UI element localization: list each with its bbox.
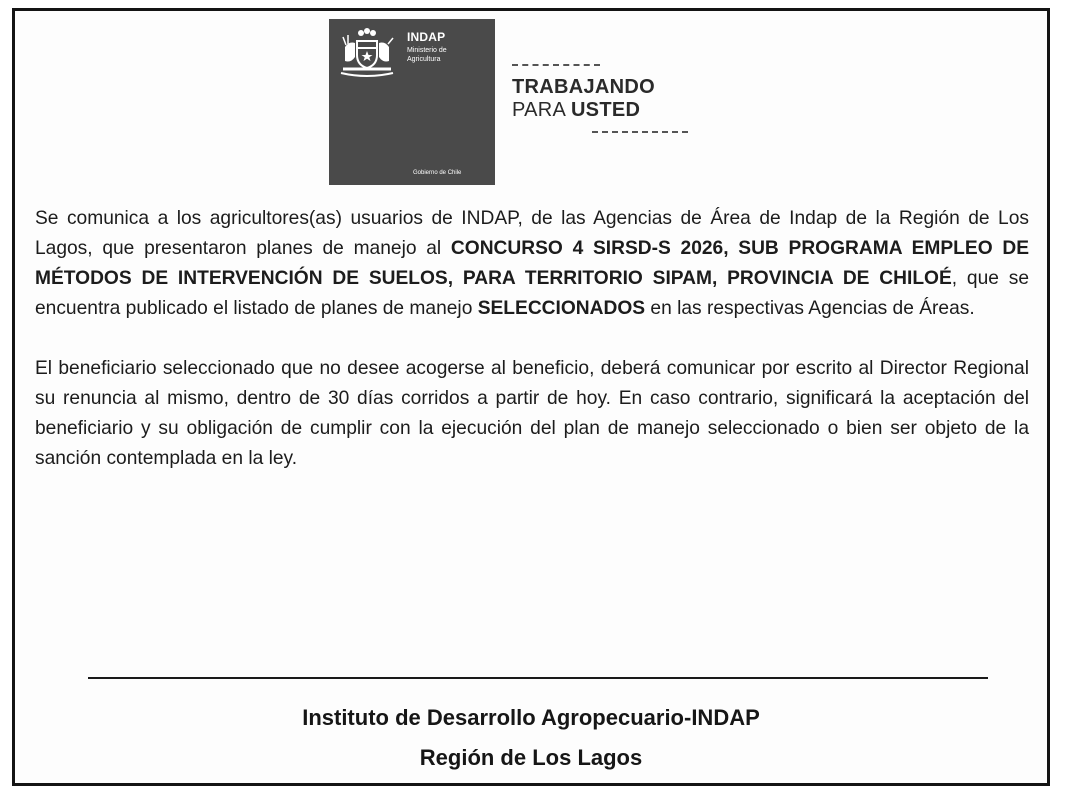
slogan-line-2 (512, 99, 688, 122)
government-label: Gobierno de Chile (413, 170, 462, 176)
slogan-line-1: TRABAJANDO (512, 76, 655, 98)
slogan-emphasis: USTED (570, 99, 641, 121)
indap-logo (329, 19, 495, 185)
notice-body (35, 204, 1029, 474)
slogan-prefix: PARA (512, 99, 571, 121)
ministry-name: Ministerio de Agricultura (407, 47, 447, 63)
agency-name: INDAP (407, 30, 446, 44)
footer-institution: Instituto de Desarrollo Agropecuario-INDAP (302, 705, 760, 730)
chile-coat-of-arms-icon (337, 25, 397, 79)
divider (88, 677, 988, 679)
slogan (512, 64, 688, 133)
announcement-text-2: , que se encuentra publicado el listado de planes de manejo (35, 268, 1029, 319)
contest-name: CONCURSO 4 SIRSD-S 2026, SUB PROGRAMA EMPLEO DE MÉTODOS DE INTERVENCIÓN DE SUELOS, PARA TERRITORIO SIPAM, PROVINCIA DE CHILOÉ (35, 238, 1030, 289)
selected-label: SELECCIONADOS (477, 298, 646, 319)
announcement-text-1: Se comunica a los agricultores(as) usuarios de INDAP, de las Agencias de Área de Indap de la Región de Los Lagos, que presentaron planes de manejo al (35, 208, 1029, 259)
paragraph-announcement (35, 204, 1029, 324)
slogan-dash-bottom (592, 131, 688, 133)
paragraph-conditions: El beneficiario seleccionado que no desee acogerse al beneficio, deberá comunicar por escrito al Director Regional su renuncia al mismo, dentro de 30 días corridos a partir de hoy. En caso contrario, significará la aceptación del beneficiario y su obligación de cumplir con la ejecución del plan de manejo seleccionado o bien ser objeto de la sanción contemplada en la ley. (35, 358, 1029, 469)
announcement-text-3: en las respectivas Agencias de Áreas. (645, 298, 975, 319)
slogan-dash-top (512, 64, 600, 66)
footer-region: Región de Los Lagos (419, 745, 643, 770)
